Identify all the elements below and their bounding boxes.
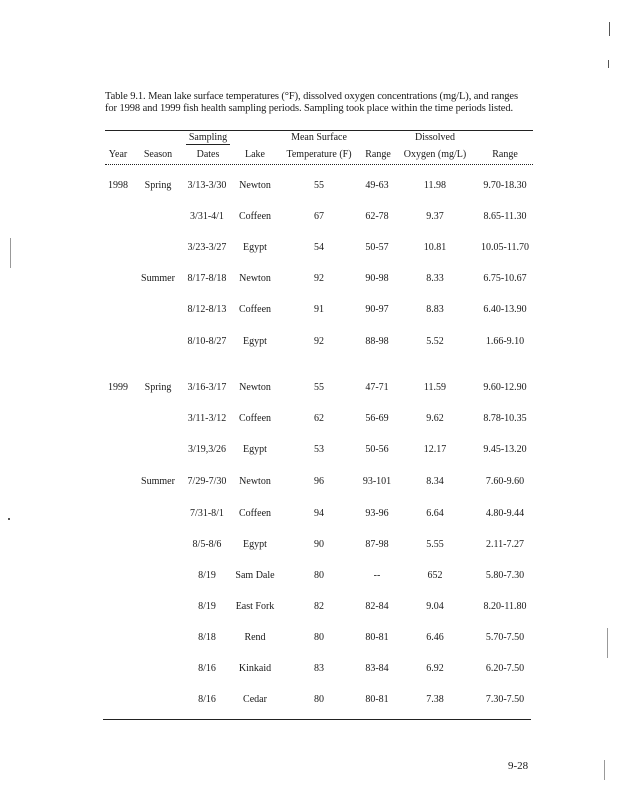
header-do-line2: Oxygen (mg/L) (403, 149, 467, 160)
cell-temp: 80 (314, 694, 324, 705)
cell-temp: 92 (314, 273, 324, 284)
cell-temp: 55 (314, 180, 324, 191)
cell-oxygen-range: 6.75-10.67 (483, 273, 527, 284)
cell-dissolved-oxygen: 652 (427, 570, 443, 581)
header-do-line1: Dissolved (415, 132, 455, 143)
cell-temp: 55 (314, 382, 324, 393)
header-dates-line2: Dates (196, 149, 220, 160)
cell-temp: 92 (314, 336, 324, 347)
header-lake: Lake (245, 149, 265, 160)
cell-dissolved-oxygen: 12.17 (423, 444, 447, 455)
header-temp-line1: Mean Surface (291, 132, 347, 143)
cell-dissolved-oxygen: 6.64 (426, 508, 444, 519)
cell-dates: 8/10-8/27 (187, 336, 227, 347)
cell-lake: Sam Dale (235, 570, 275, 581)
scan-speck (604, 760, 605, 780)
cell-temp: 82 (314, 601, 324, 612)
cell-oxygen-range: 10.05-11.70 (481, 242, 529, 253)
cell-temp-range: 56-69 (365, 413, 389, 424)
cell-lake: Newton (239, 273, 271, 284)
cell-oxygen-range: 8.65-11.30 (483, 211, 527, 222)
cell-oxygen-range: 9.70-18.30 (483, 180, 527, 191)
header-do-range: Range (492, 149, 518, 160)
scan-speck (8, 518, 10, 520)
cell-temp: 94 (314, 508, 324, 519)
table-top-rule (105, 130, 533, 131)
cell-dissolved-oxygen: 5.52 (426, 336, 444, 347)
cell-lake: Egypt (243, 444, 267, 455)
cell-lake: Newton (239, 476, 271, 487)
header-season: Season (143, 149, 173, 160)
cell-dates: 8/16 (198, 663, 216, 674)
cell-oxygen-range: 1.66-9.10 (485, 336, 525, 347)
cell-temp-range: 49-63 (365, 180, 389, 191)
cell-oxygen-range: 9.45-13.20 (483, 444, 527, 455)
cell-dates: 7/29-7/30 (187, 476, 227, 487)
header-range: Range (365, 149, 391, 160)
cell-dates: 3/16-3/17 (187, 382, 227, 393)
cell-dates: 3/31-4/1 (190, 211, 224, 222)
scan-speck (10, 238, 11, 268)
header-dates-line1: Sampling (188, 132, 228, 143)
cell-temp-range: 88-98 (365, 336, 389, 347)
cell-temp: 96 (314, 476, 324, 487)
cell-dates: 3/13-3/30 (187, 180, 227, 191)
cell-year: 1999 (108, 382, 128, 393)
cell-dates: 8/19 (198, 570, 216, 581)
cell-lake: Newton (239, 180, 271, 191)
cell-temp: 80 (314, 632, 324, 643)
cell-dissolved-oxygen: 5.55 (426, 539, 444, 550)
cell-season: Spring (144, 382, 172, 393)
cell-dates: 8/16 (198, 694, 216, 705)
cell-dissolved-oxygen: 10.81 (423, 242, 447, 253)
cell-temp: 80 (314, 570, 324, 581)
cell-lake: Egypt (243, 336, 267, 347)
cell-dissolved-oxygen: 8.83 (426, 304, 444, 315)
cell-lake: Rend (244, 632, 266, 643)
cell-oxygen-range: 8.78-10.35 (483, 413, 527, 424)
table-bottom-rule (103, 719, 531, 720)
cell-dates: 3/19,3/26 (187, 444, 227, 455)
cell-dissolved-oxygen: 8.33 (426, 273, 444, 284)
cell-dissolved-oxygen: 11.98 (423, 180, 447, 191)
header-dates-underline (186, 144, 230, 145)
cell-dates: 8/19 (198, 601, 216, 612)
cell-oxygen-range: 8.20-11.80 (483, 601, 527, 612)
cell-dissolved-oxygen: 9.37 (426, 211, 444, 222)
cell-oxygen-range: 7.30-7.50 (485, 694, 525, 705)
cell-temp-range: 83-84 (365, 663, 389, 674)
cell-temp-range: 47-71 (365, 382, 389, 393)
cell-temp-range: 90-98 (365, 273, 389, 284)
cell-oxygen-range: 2.11-7.27 (486, 539, 524, 550)
cell-temp: 67 (314, 211, 324, 222)
cell-lake: Egypt (243, 242, 267, 253)
cell-dissolved-oxygen: 8.34 (426, 476, 444, 487)
cell-temp-range: 80-81 (365, 632, 389, 643)
cell-temp-range: 50-57 (365, 242, 389, 253)
cell-temp-range: 90-97 (365, 304, 389, 315)
cell-temp-range: 80-81 (365, 694, 389, 705)
cell-oxygen-range: 7.60-9.60 (485, 476, 525, 487)
cell-oxygen-range: 6.20-7.50 (485, 663, 525, 674)
cell-season: Summer (141, 476, 175, 487)
cell-temp: 53 (314, 444, 324, 455)
cell-temp-range: 50-56 (365, 444, 389, 455)
cell-temp-range: -- (373, 570, 381, 581)
cell-temp: 90 (314, 539, 324, 550)
cell-dates: 8/12-8/13 (187, 304, 227, 315)
cell-season: Spring (144, 180, 172, 191)
header-temp-line2: Temperature (F) (286, 149, 352, 160)
cell-lake: East Fork (235, 601, 275, 612)
cell-lake: Newton (239, 382, 271, 393)
cell-lake: Coffeen (238, 508, 272, 519)
cell-lake: Coffeen (238, 304, 272, 315)
header-year: Year (108, 149, 128, 160)
cell-temp: 54 (314, 242, 324, 253)
table-caption: Table 9.1. Mean lake surface temperatures (°F), dissolved oxygen concentrations (mg/L), and ranges for 1998 and 1999 fish health sampling periods. Sampling took place within the time periods listed. (105, 91, 518, 114)
cell-dissolved-oxygen: 11.59 (423, 382, 447, 393)
cell-lake: Coffeen (238, 413, 272, 424)
cell-dissolved-oxygen: 9.62 (426, 413, 444, 424)
cell-temp: 62 (314, 413, 324, 424)
cell-oxygen-range: 9.60-12.90 (483, 382, 527, 393)
cell-dissolved-oxygen: 7.38 (426, 694, 444, 705)
cell-lake: Egypt (243, 539, 267, 550)
cell-dissolved-oxygen: 6.92 (426, 663, 444, 674)
cell-dates: 8/18 (198, 632, 216, 643)
cell-temp: 83 (314, 663, 324, 674)
cell-dissolved-oxygen: 6.46 (426, 632, 444, 643)
cell-oxygen-range: 5.80-7.30 (485, 570, 525, 581)
cell-dates: 7/31-8/1 (190, 508, 224, 519)
cell-dates: 8/5-8/6 (192, 539, 222, 550)
cell-oxygen-range: 4.80-9.44 (485, 508, 525, 519)
scan-speck (608, 60, 609, 68)
cell-oxygen-range: 5.70-7.50 (485, 632, 525, 643)
cell-lake: Cedar (243, 694, 267, 705)
cell-temp: 91 (314, 304, 324, 315)
page-number: 9-28 (508, 760, 529, 772)
cell-temp-range: 62-78 (365, 211, 389, 222)
cell-dates: 3/11-3/12 (187, 413, 227, 424)
cell-temp-range: 82-84 (365, 601, 389, 612)
cell-oxygen-range: 6.40-13.90 (483, 304, 527, 315)
cell-temp-range: 93-101 (362, 476, 392, 487)
cell-lake: Coffeen (238, 211, 272, 222)
cell-temp-range: 87-98 (365, 539, 389, 550)
cell-season: Summer (141, 273, 175, 284)
scan-speck (607, 628, 608, 658)
cell-dates: 3/23-3/27 (187, 242, 227, 253)
cell-lake: Kinkaid (238, 663, 272, 674)
cell-dates: 8/17-8/18 (187, 273, 227, 284)
cell-dissolved-oxygen: 9.04 (426, 601, 444, 612)
cell-temp-range: 93-96 (365, 508, 389, 519)
scan-speck (609, 22, 610, 36)
cell-year: 1998 (108, 180, 128, 191)
header-bottom-rule (105, 164, 533, 165)
